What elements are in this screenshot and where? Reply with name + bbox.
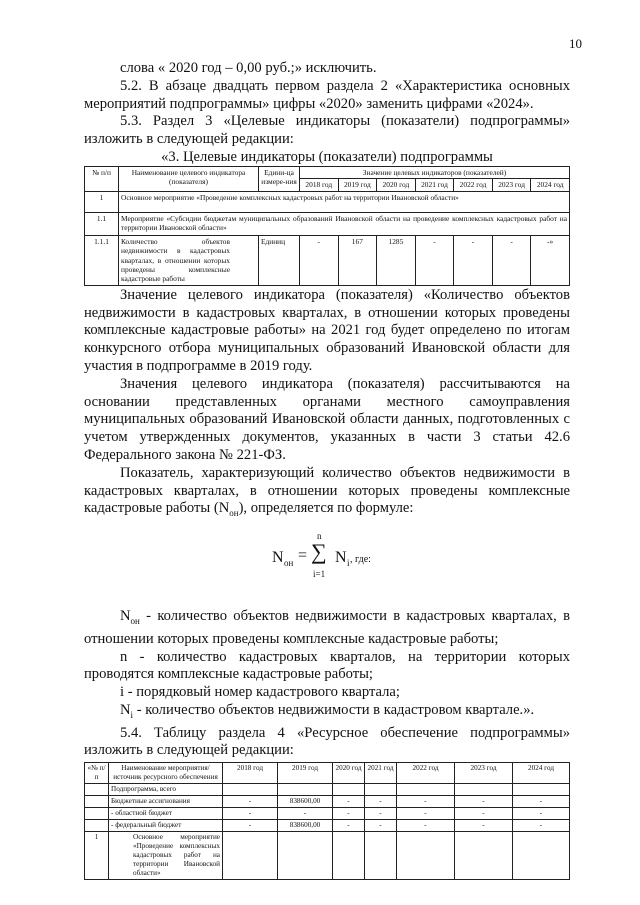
page-number: 10 bbox=[569, 36, 582, 51]
definition-text: - количество кадастровых кварталов, на территории которых проводятся комплексные кадастровые работы; bbox=[84, 648, 570, 683]
table-cell bbox=[85, 820, 109, 832]
resources-table bbox=[84, 762, 570, 880]
table-cell: - bbox=[300, 235, 339, 285]
table-cell bbox=[278, 832, 333, 880]
paragraph: слова « 2020 год – 0,00 руб.;» исключить. bbox=[120, 60, 377, 76]
table-cell: - bbox=[397, 796, 455, 808]
table-cell: - bbox=[333, 820, 365, 832]
table-row bbox=[85, 212, 570, 235]
table-cell: - bbox=[397, 808, 455, 820]
table-cell bbox=[85, 796, 109, 808]
year-header: 2021 год bbox=[415, 179, 454, 191]
symbol: N bbox=[120, 608, 131, 625]
column-header: Значение целевых индикаторов (показателей) bbox=[300, 166, 570, 178]
table-cell: - bbox=[415, 235, 454, 285]
indicator-name: Количество объектов недвижимости в кадастровых кварталах, в отношении которых проведены комплексные кадастровые работы bbox=[119, 235, 259, 285]
table-cell bbox=[365, 784, 397, 796]
formula-eq: = bbox=[298, 547, 308, 565]
formula-where: , где: bbox=[350, 554, 371, 566]
year-header: 2023 год bbox=[455, 763, 513, 784]
table-cell: -» bbox=[531, 235, 570, 285]
row-label: Основное мероприятие «Проведение комплексных кадастровых работ на территории Ивановской области» bbox=[109, 832, 223, 880]
table-cell: - bbox=[454, 235, 493, 285]
subscript: он bbox=[130, 616, 140, 626]
table-cell bbox=[365, 832, 397, 880]
table-cell: - bbox=[513, 808, 570, 820]
table-cell: - bbox=[455, 796, 513, 808]
table-cell bbox=[455, 832, 513, 880]
table-cell: - bbox=[223, 808, 278, 820]
row-label: - федеральный бюджет bbox=[109, 820, 223, 832]
definition bbox=[84, 702, 570, 725]
table-cell: 1 bbox=[85, 832, 109, 880]
table-cell: - bbox=[397, 820, 455, 832]
row-number: 1.1.1 bbox=[85, 235, 119, 285]
table-cell: - bbox=[455, 820, 513, 832]
table-cell: - bbox=[455, 808, 513, 820]
definition bbox=[84, 608, 570, 649]
table-row bbox=[85, 191, 570, 212]
table-cell: - bbox=[223, 796, 278, 808]
table-cell bbox=[333, 784, 365, 796]
definition-text: - порядковый номер кадастрового квартала; bbox=[124, 684, 400, 701]
table-cell: - bbox=[365, 808, 397, 820]
row-label: Подпрограмма, всего bbox=[109, 784, 223, 796]
table-cell: 838600,00 bbox=[278, 796, 333, 808]
column-header: «№ п/п bbox=[85, 763, 109, 784]
table-row bbox=[85, 784, 570, 796]
text-run: ), определяется по формуле: bbox=[238, 500, 414, 517]
paragraph: 5.2. В абзаце двадцать первом раздела 2 «Характеристика основных мероприятий подпрограммы» цифры «2020» заменить цифрами «2024». bbox=[84, 77, 570, 112]
table-cell: - bbox=[223, 820, 278, 832]
table-cell: - bbox=[365, 796, 397, 808]
table-cell bbox=[333, 832, 365, 880]
column-header: Едини-ца измере-ния bbox=[259, 166, 300, 191]
formula-upper: n bbox=[317, 531, 322, 542]
table-cell: - bbox=[492, 235, 531, 285]
paragraph: 5.4. Таблицу раздела 4 «Ресурсное обеспечение подпрограммы» изложить в следующей редакции: bbox=[84, 724, 570, 759]
formula-term-sub: i bbox=[347, 558, 350, 569]
subscript: он bbox=[229, 508, 239, 519]
table-row bbox=[85, 820, 570, 832]
row-text: Основное мероприятие «Проведение комплексных кадастровых работ на территории Ивановской области» bbox=[119, 191, 570, 212]
symbol: i bbox=[120, 684, 125, 701]
table-cell bbox=[223, 784, 278, 796]
table-cell: 1285 bbox=[377, 235, 416, 285]
formula-lhs: N bbox=[272, 549, 284, 567]
year-header: 2023 год bbox=[492, 179, 531, 191]
table-cell bbox=[513, 784, 570, 796]
symbol: N bbox=[120, 701, 131, 718]
year-header: 2019 год bbox=[338, 179, 377, 191]
table-cell bbox=[278, 784, 333, 796]
indicator-unit: Единиц bbox=[259, 235, 300, 285]
table-cell: - bbox=[365, 820, 397, 832]
definition bbox=[84, 684, 570, 702]
table-cell bbox=[513, 832, 570, 880]
table-cell bbox=[397, 784, 455, 796]
paragraph: Значение целевого индикатора (показателя) «Количество объектов недвижимости в кадастровых кварталах, в отношении которых проведены комплексные кадастровые работы» на 2021 год будет определено по итогам конкурсного отбора муниципальных образований Ивановской области для участия в подпрограмме в 2019 году. bbox=[84, 286, 570, 375]
table-row bbox=[85, 796, 570, 808]
symbol: n bbox=[120, 648, 128, 665]
year-header: 2018 год bbox=[223, 763, 278, 784]
definition-text: - количество объектов недвижимости в кадастровом квартале.». bbox=[133, 701, 535, 718]
table-cell bbox=[223, 832, 278, 880]
table-cell bbox=[455, 784, 513, 796]
document-body bbox=[84, 60, 570, 880]
formula bbox=[84, 523, 570, 591]
year-header: 2022 год bbox=[454, 179, 493, 191]
text-run: Показатель, характеризующий количество объектов недвижимости в кадастровых кварталах, в отношении которых проведены комплексные кадастровые работы (N bbox=[84, 464, 570, 517]
indicators-table bbox=[84, 166, 570, 286]
table-cell bbox=[85, 784, 109, 796]
year-header: 2024 год bbox=[513, 763, 570, 784]
row-number: 1.1 bbox=[85, 212, 119, 235]
formula-sum: ∑ bbox=[311, 539, 327, 565]
table-row bbox=[85, 235, 570, 285]
table-row bbox=[85, 808, 570, 820]
year-header: 2018 год bbox=[300, 179, 339, 191]
row-label: Бюджетные ассигнования bbox=[109, 796, 223, 808]
formula-lhs-sub: он bbox=[284, 558, 294, 569]
formula-term: N bbox=[335, 549, 347, 567]
table-cell: - bbox=[333, 796, 365, 808]
definition-text: - количество объектов недвижимости в кадастровых кварталах, в отношении которых проведены комплексные кадастровые работы; bbox=[84, 608, 570, 647]
table-cell: - bbox=[513, 796, 570, 808]
row-text: Мероприятие «Субсидии бюджетам муниципальных образований Ивановской области на проведение комплексных кадастровых работ на территории Ивановской области» bbox=[119, 212, 570, 235]
paragraph bbox=[84, 465, 570, 523]
row-label: - областной бюджет bbox=[109, 808, 223, 820]
row-number: 1 bbox=[85, 191, 119, 212]
year-header: 2022 год bbox=[397, 763, 455, 784]
section-title: «3. Целевые индикаторы (показатели) подпрограммы bbox=[161, 148, 493, 165]
formula-lower: i=1 bbox=[313, 569, 326, 580]
year-header: 2019 год bbox=[278, 763, 333, 784]
column-header: Наименование мероприятия/источник ресурсного обеспечения bbox=[109, 763, 223, 784]
definition bbox=[84, 649, 570, 685]
table-cell: - bbox=[333, 808, 365, 820]
year-header: 2020 год bbox=[333, 763, 365, 784]
table-cell: - bbox=[513, 820, 570, 832]
year-header: 2021 год bbox=[365, 763, 397, 784]
table-cell bbox=[85, 808, 109, 820]
column-header: Наименование целевого индикатора (показателя) bbox=[119, 166, 259, 191]
table-cell bbox=[397, 832, 455, 880]
table-cell: - bbox=[278, 808, 333, 820]
table-row bbox=[85, 832, 570, 880]
year-header: 2020 год bbox=[377, 179, 416, 191]
subscript: i bbox=[130, 709, 134, 720]
year-header: 2024 год bbox=[531, 179, 570, 191]
table-cell: 838600,00 bbox=[278, 820, 333, 832]
paragraph: 5.3. Раздел 3 «Целевые индикаторы (показатели) подпрограммы» изложить в следующей редакции: bbox=[84, 113, 570, 148]
paragraph: Значения целевого индикатора (показателя) рассчитываются на основании представленных органами местного самоуправления муниципальных образований Ивановской области данных, подготовленных с учетом утвержденных документов, указанных в части 3 статьи 42.6 Федерального закона № 221-ФЗ. bbox=[84, 375, 570, 463]
table-cell: 167 bbox=[338, 235, 377, 285]
column-header: № п/п bbox=[85, 166, 119, 191]
